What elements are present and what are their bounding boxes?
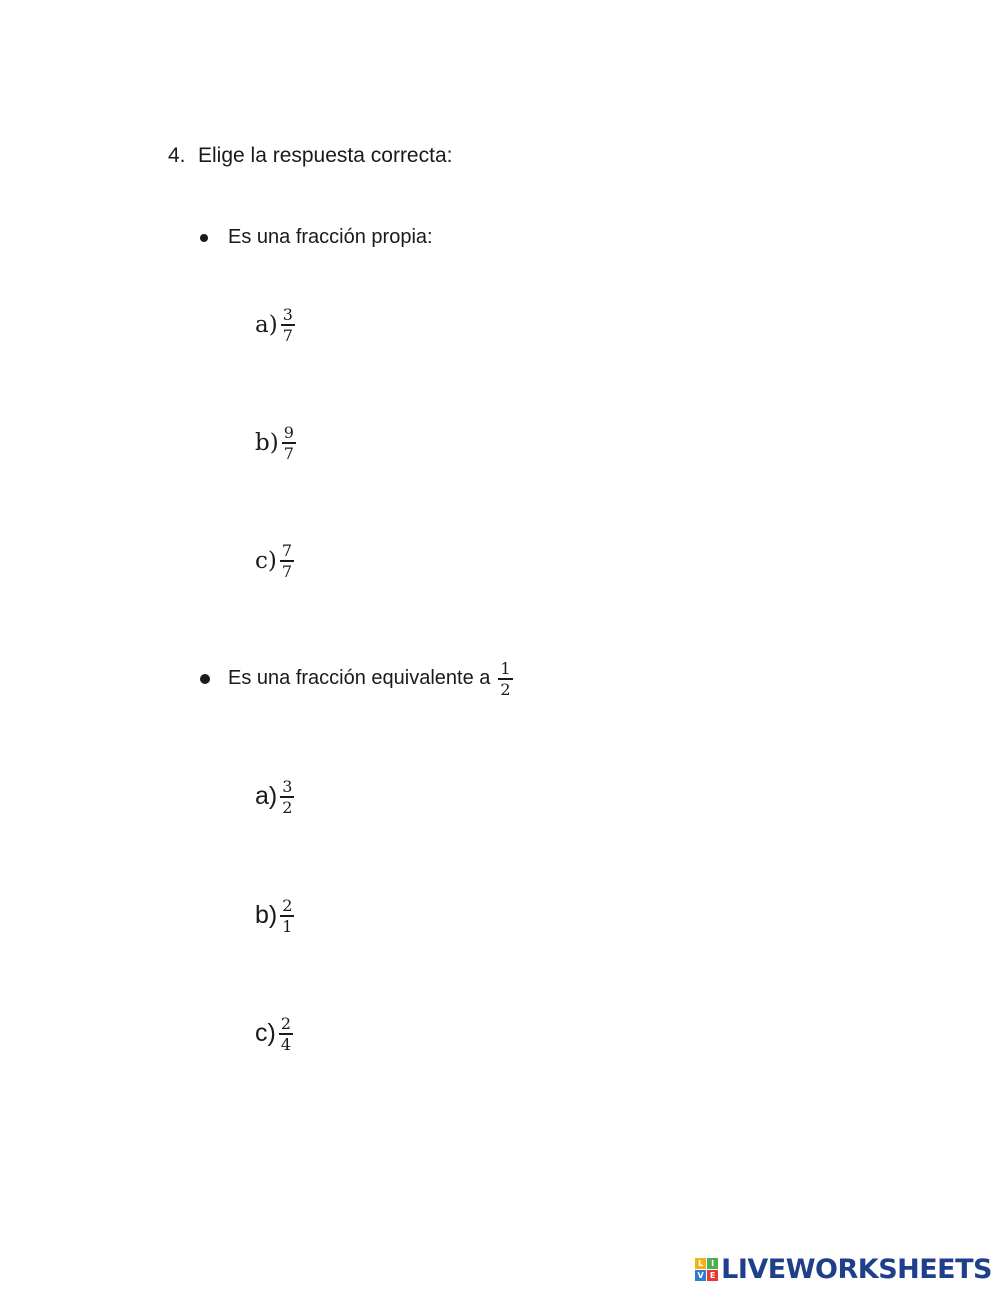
option-label: a) (255, 782, 278, 811)
fraction-denominator: 7 (283, 443, 294, 463)
section-1-option-a[interactable] (255, 306, 295, 344)
section-2-option-c[interactable] (255, 1015, 293, 1053)
fraction-numerator: 1 (500, 659, 511, 678)
section-2-option-a[interactable] (255, 778, 294, 816)
option-fraction (279, 1015, 293, 1053)
section-2-option-b[interactable] (255, 897, 294, 935)
section-2-prompt-text: Es una fracción equivalente a (228, 667, 491, 690)
section-1-option-c[interactable] (255, 542, 294, 580)
fraction-numerator: 2 (282, 896, 293, 915)
section-2-prompt (200, 660, 513, 698)
fraction-numerator: 3 (282, 305, 293, 324)
logo-text: LIVEWORKSHEETS (721, 1254, 992, 1285)
fraction-denominator: 7 (281, 561, 293, 581)
bullet-icon (200, 674, 210, 684)
bullet-icon (200, 234, 208, 242)
fraction-numerator: 2 (280, 1014, 292, 1033)
section-1-prompt (200, 226, 433, 249)
option-label: c) (255, 1019, 276, 1048)
section-1-prompt-text: Es una fracción propia: (228, 226, 433, 248)
option-label: a) (255, 311, 278, 338)
prompt-fraction (498, 660, 512, 698)
fraction-numerator: 9 (283, 423, 294, 442)
fraction-numerator: 3 (282, 777, 293, 796)
option-fraction (282, 424, 296, 462)
option-label: b) (255, 901, 278, 930)
fraction-denominator: 7 (282, 325, 293, 345)
option-fraction (280, 542, 294, 580)
fraction-denominator: 4 (280, 1034, 292, 1054)
fraction-denominator: 2 (282, 797, 293, 817)
fraction-denominator: 1 (282, 916, 293, 936)
option-label: b) (255, 429, 279, 456)
question-text: Elige la respuesta correcta: (198, 144, 453, 167)
logo-mark-icon: L I V E (695, 1258, 718, 1281)
option-fraction (281, 306, 295, 344)
fraction-numerator: 7 (281, 541, 293, 560)
section-1-option-b[interactable] (255, 424, 296, 462)
option-fraction (280, 897, 294, 935)
question-number: 4. (168, 144, 186, 167)
liveworksheets-logo (695, 1254, 992, 1285)
fraction-denominator: 2 (500, 679, 511, 699)
option-fraction (280, 778, 294, 816)
question-title (168, 144, 452, 168)
option-label: c) (255, 547, 277, 574)
